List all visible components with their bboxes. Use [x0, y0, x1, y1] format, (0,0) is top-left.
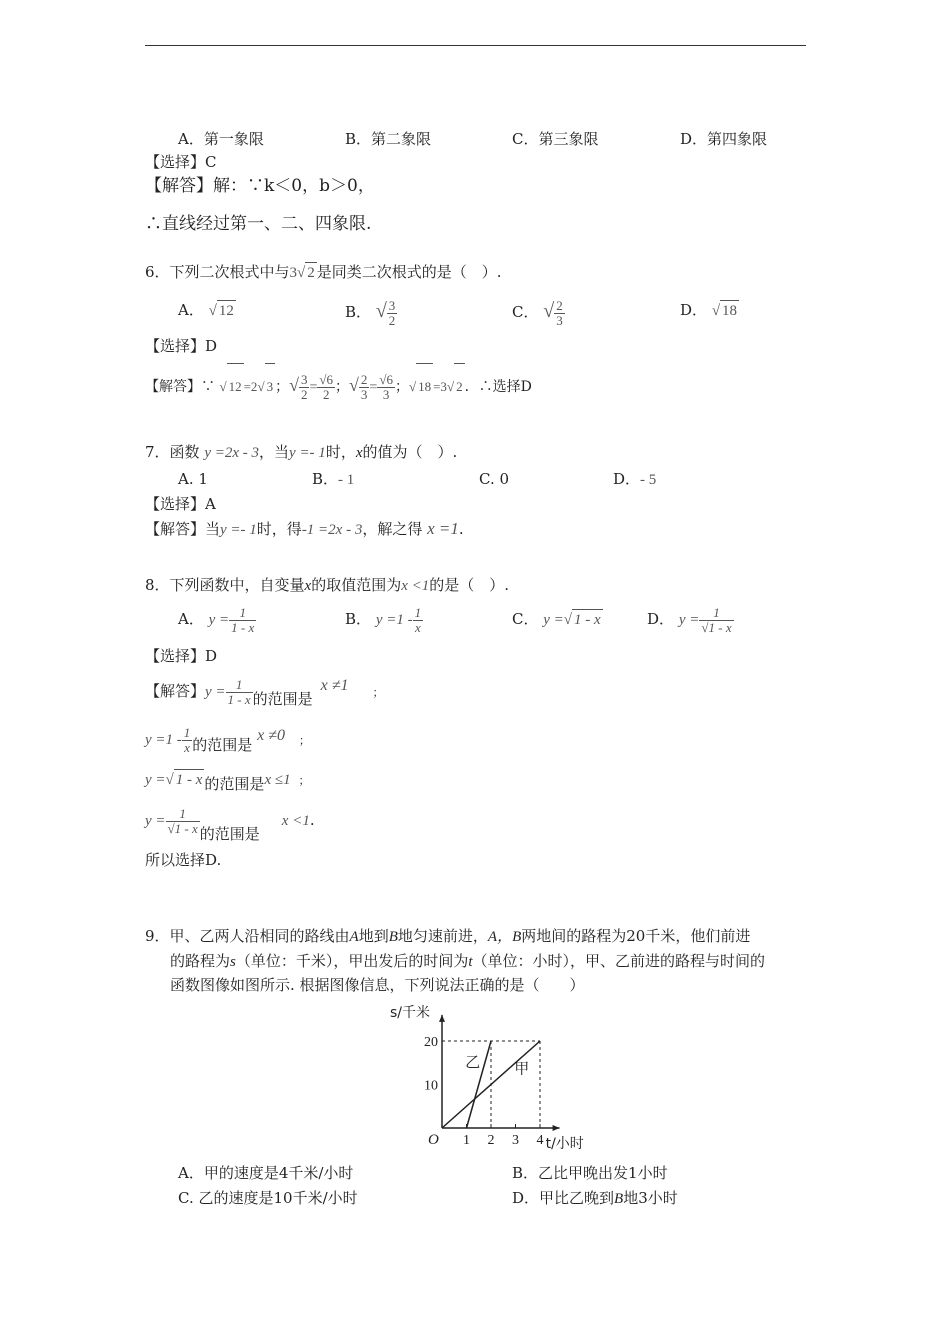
q5-answer: 【解答】解：∵k＜0，b＞0， [145, 176, 375, 196]
x-axis-label: t/小时 [545, 1136, 584, 1152]
q5-choice: 【选择】C [145, 153, 217, 171]
q9-option-a: A．甲的速度是4千米/小时 [178, 1164, 354, 1182]
q7-stem: 7．函数 y =2x - 3，当y =- 1时，x的值为（ ）. [145, 443, 458, 461]
q6-option-d: D． √ 18 [680, 301, 738, 319]
q6-option-a: A． √ 12 [178, 301, 234, 319]
q6-stem-text: 6．下列二次根式中与 [145, 263, 290, 281]
origin-label: O [428, 1132, 439, 1148]
q8-answer-3: y =√ 1 - x 的范围是x ≤1 ； [145, 769, 310, 791]
x-tick-label-2: 3 [512, 1133, 519, 1148]
q8-option-a: A． y = $\frac{1}{1 - x}$ [178, 604, 255, 635]
q9-line-1: 9．甲、乙两人沿相同的路线由A地到B地匀速前进，A，B两地间的路程为20千米，他们前进 [145, 927, 751, 945]
q6-choice: 【选择】D [145, 337, 218, 355]
q5-option-d: D．第四象限 [680, 130, 768, 148]
q6-answer: 【解答】∵ √ 12 =2√ 3 ；√ $\frac{3}{2}$ = $\frac{√6}{2}$ ；√ $\frac{2}{3}$ = $\frac{√6}{3}$ ；√ 18 =3√ 2 ．∴选择D [145, 362, 532, 411]
q5-option-b: B．第二象限 [345, 130, 432, 148]
q8-final: 所以选择D. [145, 851, 222, 869]
q7-option-b: B．- 1 [312, 470, 355, 488]
q7-choice: 【选择】A [145, 495, 216, 513]
q8-option-d: D． y = $\frac{1}{√1 - x}$ [647, 604, 732, 635]
x-tick-label-1: 2 [487, 1133, 495, 1148]
q5-option-c: C．第三象限 [512, 130, 599, 148]
q9-line-2: 的路程为s（单位：千米），甲出发后的时间为t（单位：小时），甲、乙前进的路程与时间的 [170, 952, 766, 970]
q7-option-a: A. 1 [178, 470, 208, 488]
series-label-0: 甲 [514, 1059, 530, 1078]
q6-option-b: B． √ $\frac{3}{2}$ [345, 297, 396, 328]
y-axis-label: s/千米 [390, 1004, 431, 1021]
q8-option-c: C． y =√ 1 - x [512, 610, 601, 628]
q7-answer: 【解答】当y =- 1时，得-1 =2x - 3，解之得 x =1. [145, 519, 464, 538]
header-rule [145, 45, 806, 46]
y-tick-label-1: 20 [424, 1035, 438, 1050]
y-axis-arrow [439, 1015, 445, 1022]
q6-stem-expr: 3√ 2 [290, 262, 317, 283]
q8-stem: 8．下列函数中，自变量x的取值范围为x <1的是（ ）. [145, 576, 510, 594]
q9-option-c: C. 乙的速度是10千米/小时 [178, 1189, 358, 1207]
q6-option-c: C． √ $\frac{2}{3}$ [512, 297, 563, 328]
q8-answer-2: y =1 - $\frac{1}{x}$ 的范围是 x ≠0 ； [145, 724, 310, 755]
q6-stem-tail: 是同类二次根式的是（ ）. [316, 263, 502, 281]
q8-choice: 【选择】D [145, 647, 218, 665]
y-tick-label-0: 10 [424, 1078, 438, 1094]
series-label-1: 乙 [465, 1053, 481, 1072]
x-tick-label-0: 1 [463, 1133, 470, 1148]
q9-option-b: B．乙比甲晚出发1小时 [512, 1164, 668, 1182]
q9-line-3: 函数图像如图所示. 根据图像信息，下列说法正确的是（ ） [170, 976, 585, 994]
q9-option-d: D．甲比乙晚到B地3小时 [512, 1189, 678, 1207]
q8-option-b: B． y =1 - $\frac{1}{x}$ [345, 604, 422, 635]
q8-answer-1: 【解答】y = $\frac{1}{1 - x}$ 的范围是x ≠1 ； [145, 676, 384, 708]
distance-time-chart [380, 994, 605, 1160]
q8-answer-4: y = $\frac{1}{√1 - x}$ 的范围是x <1. [145, 805, 315, 843]
q5-conclusion: ∴直线经过第一、二、四象限. [145, 214, 372, 234]
q7-option-d: D．- 5 [613, 470, 657, 488]
x-axis-arrow [553, 1125, 560, 1131]
x-tick-label-3: 4 [536, 1133, 544, 1148]
q5-option-a: A．第一象限 [178, 130, 264, 148]
q7-option-c: C. 0 [479, 470, 510, 488]
q6-stem [145, 262, 502, 283]
